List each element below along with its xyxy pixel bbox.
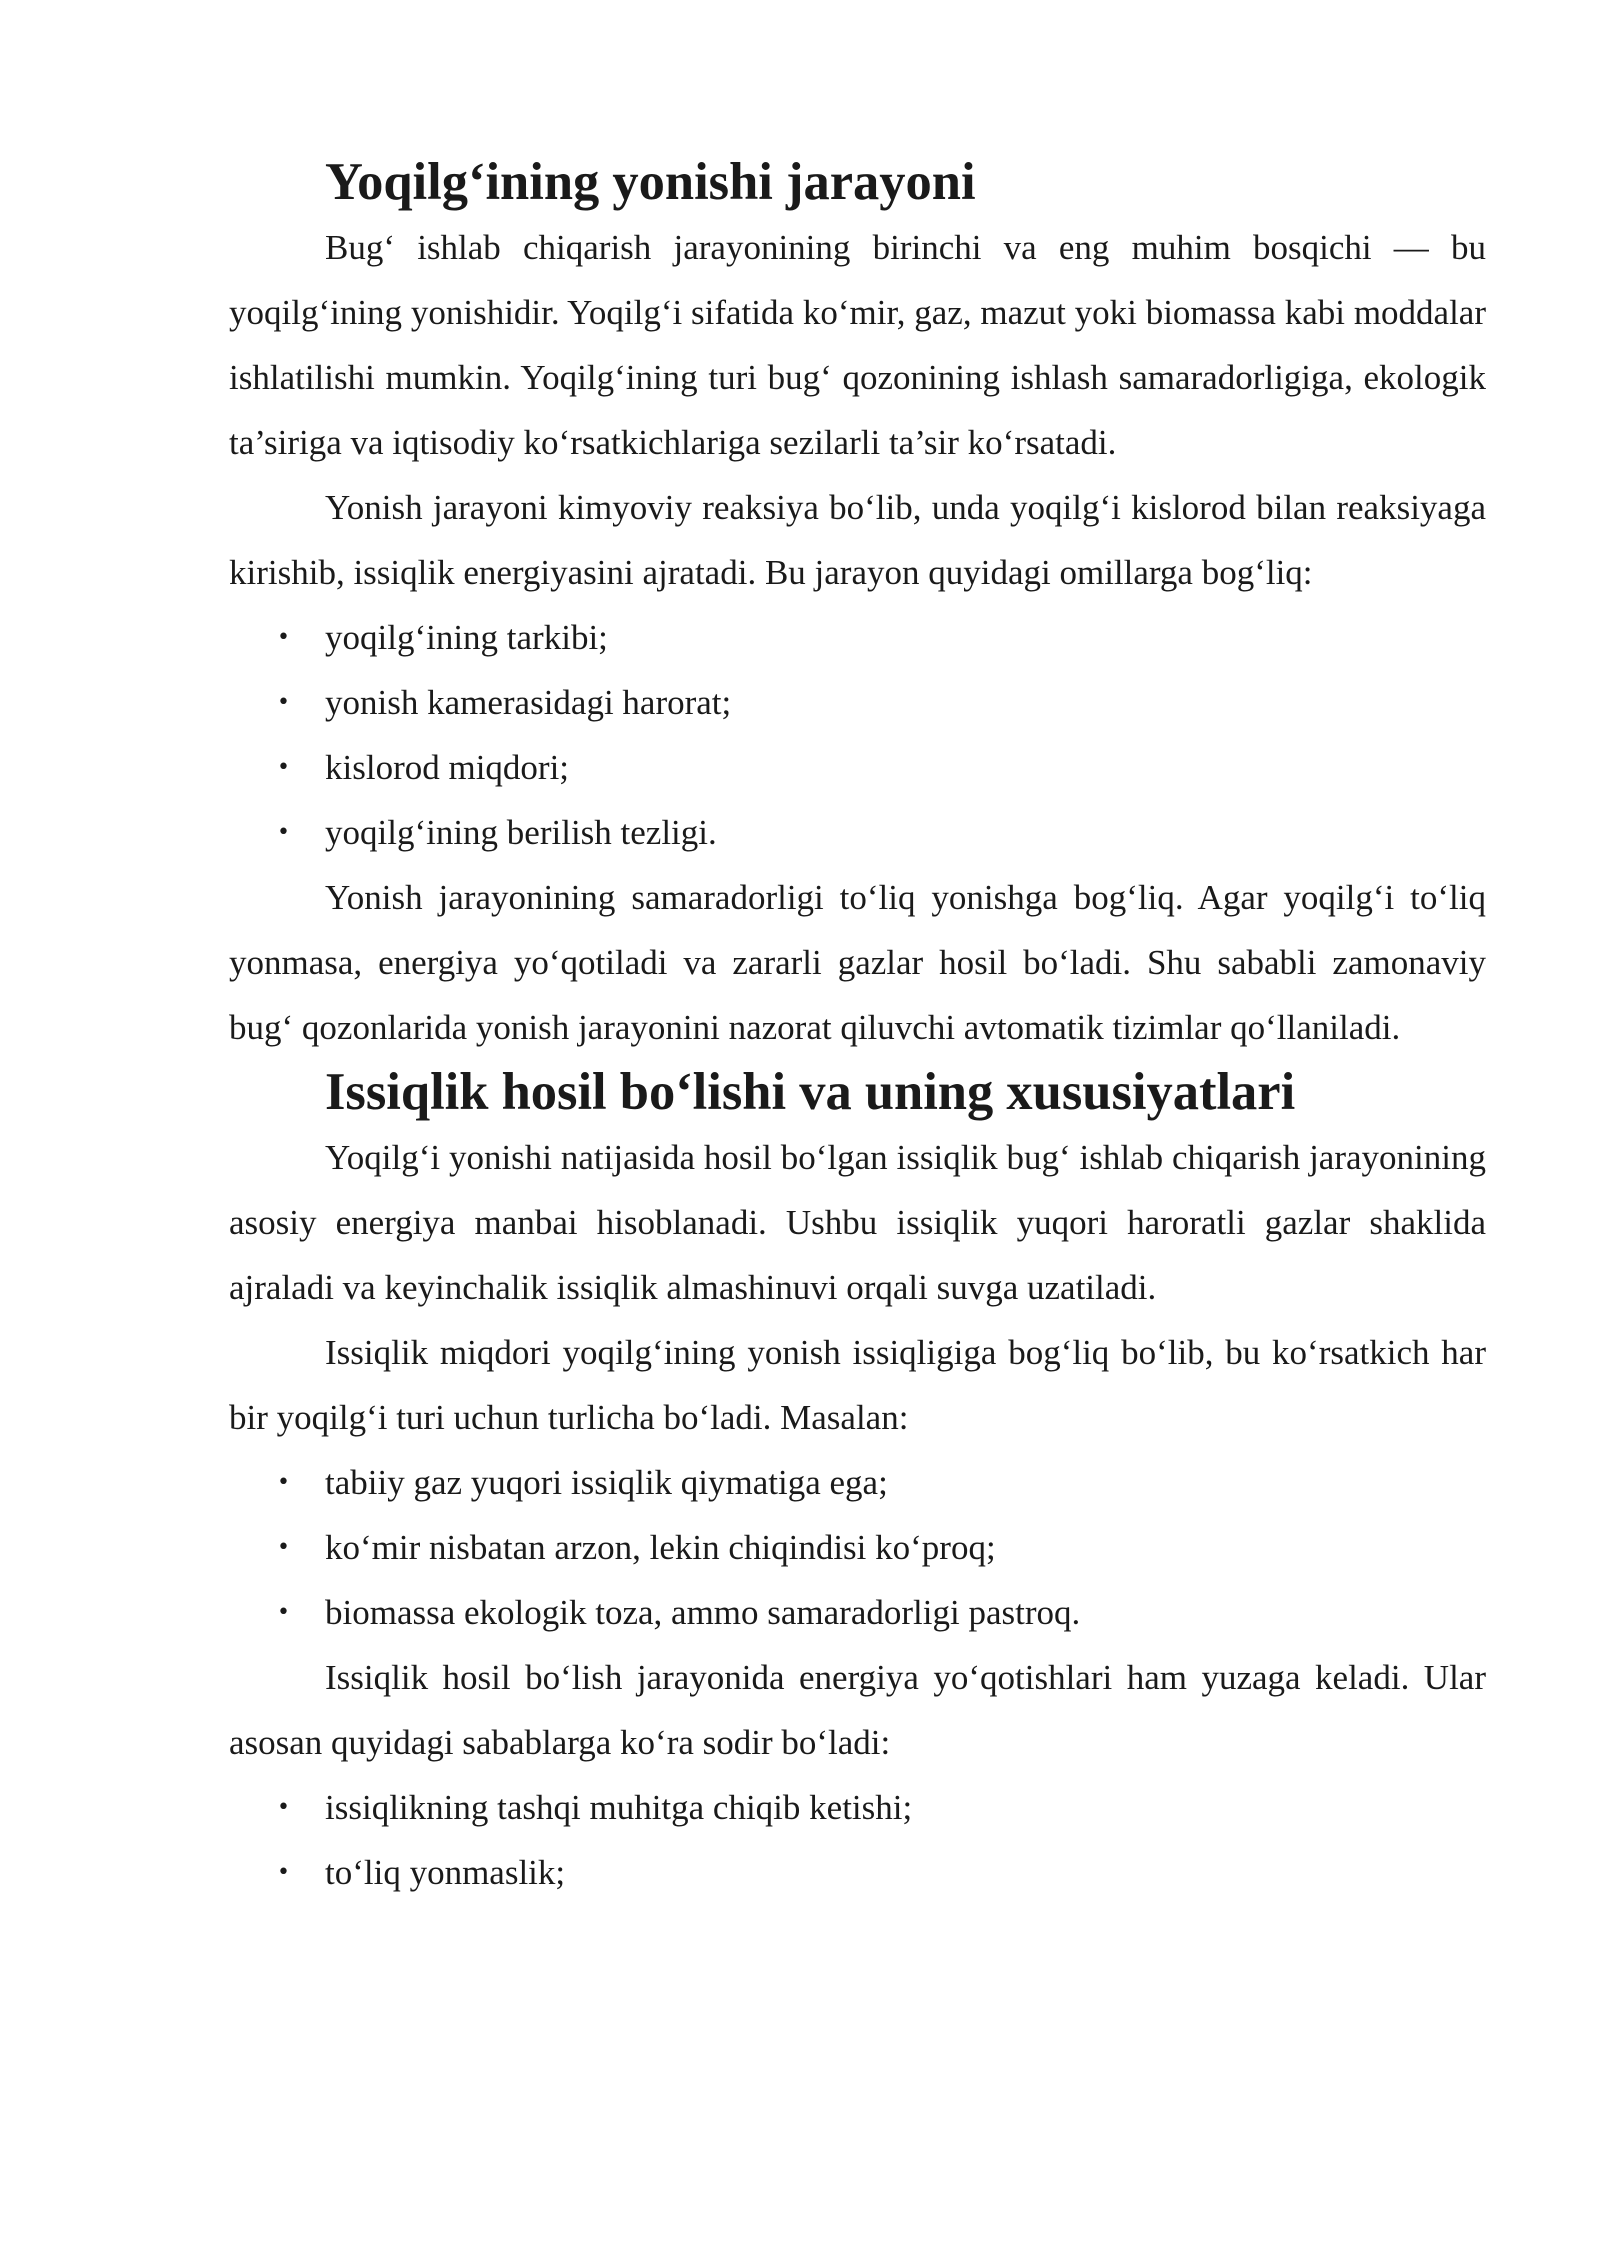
list-item: [229, 1515, 1486, 1580]
bullet-icon: •: [277, 1535, 290, 1560]
bullet-icon: •: [277, 755, 290, 780]
bullet-icon: •: [277, 690, 290, 715]
paragraph: Yoqilg‘i yonishi natijasida hosil bo‘lgan issiqlik bug‘ ishlab chiqarish jarayonining asosiy energiya manbai hisoblanadi. Ushbu issiqlik yuqori haroratli gazlar shaklida ajraladi va keyinchalik issiqlik almashinuvi orqali suvga uzatiladi.: [229, 1138, 1486, 1307]
list-item-text: yoqilg‘ining berilish tezligi.: [325, 813, 717, 852]
bullet-icon: •: [277, 1600, 290, 1625]
list-item-text: ko‘mir nisbatan arzon, lekin chiqindisi ko‘proq;: [325, 1528, 996, 1567]
list-item-text: issiqlikning tashqi muhitga chiqib ketishi;: [325, 1788, 913, 1827]
paragraph: Bug‘ ishlab chiqarish jarayonining birinchi va eng muhim bosqichi — bu yoqilg‘ining yonishidir. Yoqilg‘i sifatida ko‘mir, gaz, mazut yoki biomassa kabi moddalar ishlatilishi mumkin. Yoqilg‘ining turi bug‘ qozonining ishlash samaradorligiga, ekologik ta’siriga va iqtisodiy ko‘rsatkichlariga sezilarli ta’sir ko‘rsatadi.: [229, 228, 1486, 462]
list-item: [229, 1580, 1486, 1645]
bullet-list-losses: [229, 1775, 1486, 1905]
list-item-text: tabiiy gaz yuqori issiqlik qiymatiga ega;: [325, 1463, 888, 1502]
list-item-text: to‘liq yonmaslik;: [325, 1853, 566, 1892]
paragraph: Yonish jarayonining samaradorligi to‘liq yonishga bog‘liq. Agar yoqilg‘i to‘liq yonmasa, energiya yo‘qotiladi va zararli gazlar hosil bo‘ladi. Shu sababli zamonaviy bug‘ qozonlarida yonish jarayonini nazorat qiluvchi avtomatik tizimlar qo‘llaniladi.: [229, 878, 1486, 1047]
bullet-list-factors: [229, 605, 1486, 865]
list-item-text: yonish kamerasidagi harorat;: [325, 683, 732, 722]
list-item: [229, 735, 1486, 800]
section-heading-heat: Issiqlik hosil bo‘lishi va uning xususiyatlari: [325, 1063, 1296, 1121]
paragraph: Yonish jarayoni kimyoviy reaksiya bo‘lib, unda yoqilg‘i kislorod bilan reaksiyaga kirishib, issiqlik energiyasini ajratadi. Bu jarayon quyidagi omillarga bog‘liq:: [229, 488, 1486, 592]
document-page: [229, 150, 1486, 1905]
section-heading-combustion: Yoqilg‘ining yonishi jarayoni: [325, 153, 976, 211]
list-item: [229, 670, 1486, 735]
list-item: [229, 1450, 1486, 1515]
list-item-text: yoqilg‘ining tarkibi;: [325, 618, 608, 657]
bullet-list-fuel-types: [229, 1450, 1486, 1645]
list-item: [229, 1840, 1486, 1905]
bullet-icon: •: [277, 820, 290, 845]
list-item: [229, 800, 1486, 865]
bullet-icon: •: [277, 1470, 290, 1495]
bullet-icon: •: [277, 1860, 290, 1885]
list-item-text: biomassa ekologik toza, ammo samaradorligi pastroq.: [325, 1593, 1081, 1632]
list-item: [229, 1775, 1486, 1840]
list-item-text: kislorod miqdori;: [325, 748, 570, 787]
bullet-icon: •: [277, 1795, 290, 1820]
bullet-icon: •: [277, 625, 290, 650]
list-item: [229, 605, 1486, 670]
paragraph: Issiqlik hosil bo‘lish jarayonida energiya yo‘qotishlari ham yuzaga keladi. Ular asosan quyidagi sabablarga ko‘ra sodir bo‘ladi:: [229, 1658, 1486, 1762]
paragraph: Issiqlik miqdori yoqilg‘ining yonish issiqligiga bog‘liq bo‘lib, bu ko‘rsatkich har bir yoqilg‘i turi uchun turlicha bo‘ladi. Masalan:: [229, 1333, 1486, 1437]
